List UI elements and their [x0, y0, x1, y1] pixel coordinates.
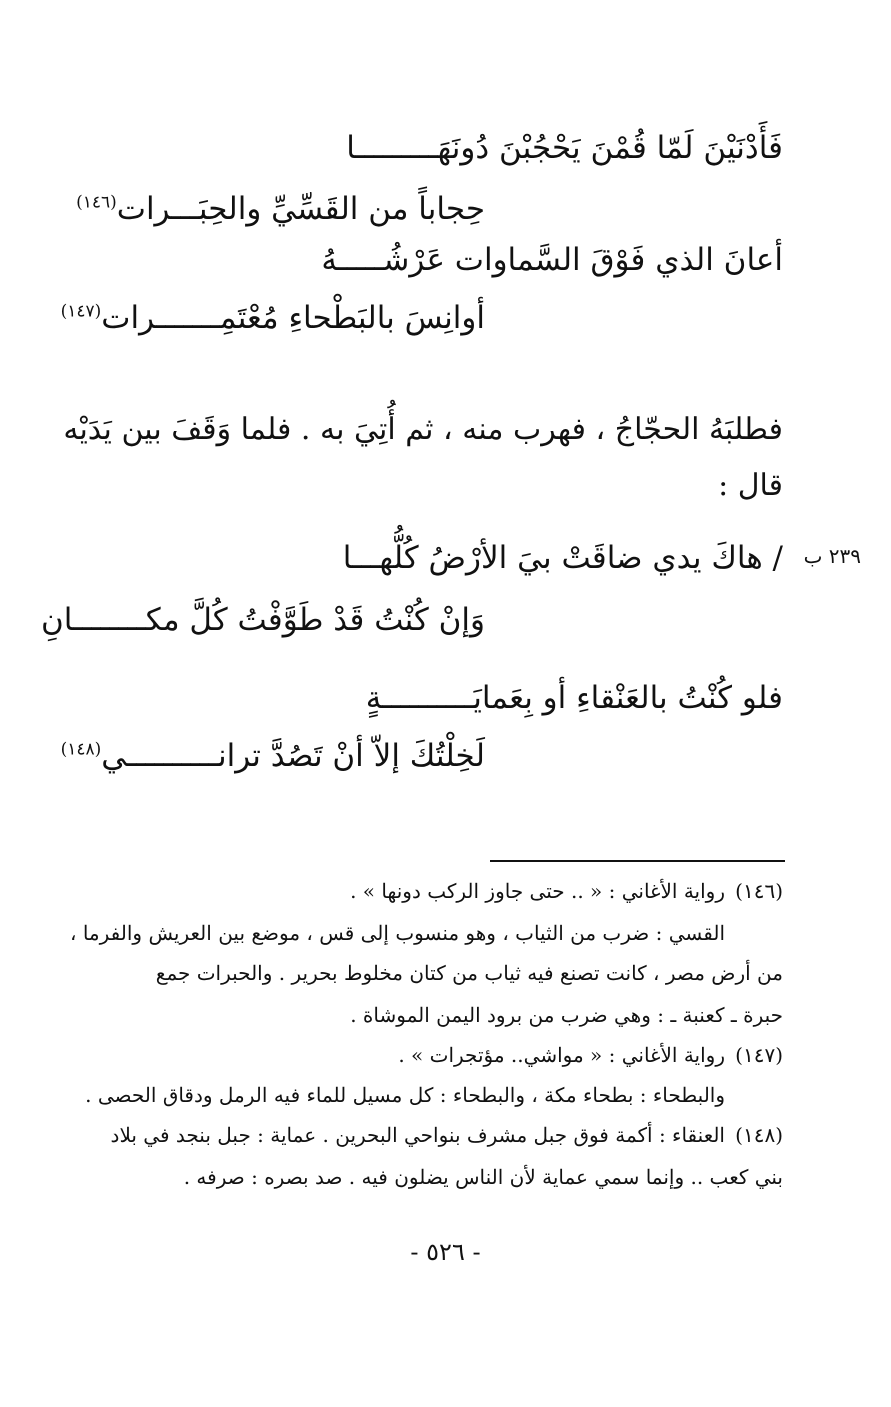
page-number: - ٥٢٦ -: [410, 1238, 481, 1266]
footnote-146-line2: القسي : ضرب من الثياب ، وهو منسوب إلى قس ، موضع بين العريش والفرما ،: [70, 921, 725, 945]
footnote-146-line3: من أرض مصر ، كانت تصنع فيه ثياب من كتان مخلوط بحرير . والحبرات جمع: [155, 961, 783, 985]
poem1-line2: حِجاباً من القَسِّيِّ والحِبَـــرات$^{(١٤٦)}$: [76, 191, 485, 227]
footnote-146-line1: (١٤٦)رواية الأغاني : « .. حتى جاوز الركب دونها » .: [350, 876, 783, 906]
footnote-148-line2: بني كعب .. وإنما سمي عماية لأن الناس يضلون فيه . صد بصره : صرفه .: [183, 1165, 783, 1189]
footnote-ref-146: (١٤٦): [76, 192, 117, 213]
footnote-ref-148: (١٤٨): [60, 739, 102, 760]
poem2-line4: لَخِلْتُكَ إلاّ أنْ تَصُدَّ ترانــــــــــي$^{(١٤٨)}$: [60, 738, 485, 774]
footnote-147-line1: (١٤٧)رواية الأغاني : « مواشي.. مؤتجرات » .: [398, 1040, 783, 1070]
footnote-147-line2: والبطحاء : بطحاء مكة ، والبطحاء : كل مسيل للماء فيه الرمل ودقاق الحصى .: [85, 1083, 725, 1107]
footnote-148-line1: (١٤٨)العنقاء : أكمة فوق جبل مشرف بنواحي البحرين . عماية : جبل بنجد في بلاد: [111, 1120, 783, 1150]
poem1-line3: أعانَ الذي فَوْقَ السَّماوات عَرْشُـــــهُ: [321, 242, 783, 278]
footnote-number-147: (١٤٧): [735, 1043, 783, 1067]
footnote-number-148: (١٤٨): [735, 1123, 783, 1147]
prose-line2: قال :: [718, 468, 783, 503]
poem2-line1: / هاكَ يدي ضاقَتْ بيَ الأرْضُ كُلُّهـــا: [342, 540, 783, 576]
footnote-146-line4: حبرة ـ كعنبة ـ : وهي ضرب من برود اليمن الموشاة .: [350, 1003, 783, 1027]
poem2-line2: وَإنْ كُنْتُ قَدْ طَوَّفْتُ كُلَّ مكــــــــانِ: [40, 602, 485, 638]
poem1-line4: أوانِسَ بالبَطْحاءِ مُعْتَمِـــــــرات$^{(١٤٧)}$: [60, 300, 485, 336]
footnote-separator: [490, 860, 785, 862]
footnote-ref-147: (١٤٧): [60, 301, 102, 322]
footnote-number-146: (١٤٦): [735, 879, 783, 903]
poem1-line1: فَأَدْنَيْنَ لَمّا قُمْنَ يَحْجُبْنَ دُونَهَـــــــــا: [346, 130, 783, 166]
margin-folio-note: ٢٣٩ ب: [803, 544, 861, 568]
poem2-line3: فلو كُنْتُ بالعَنْقاءِ أو بِعَمايَــــــــــةٍ: [365, 680, 783, 716]
prose-line1: فطلبَهُ الحجّاجُ ، فهرب منه ، ثم أُتِيَ به . فلما وَقَفَ بين يَدَيْه: [63, 412, 783, 447]
